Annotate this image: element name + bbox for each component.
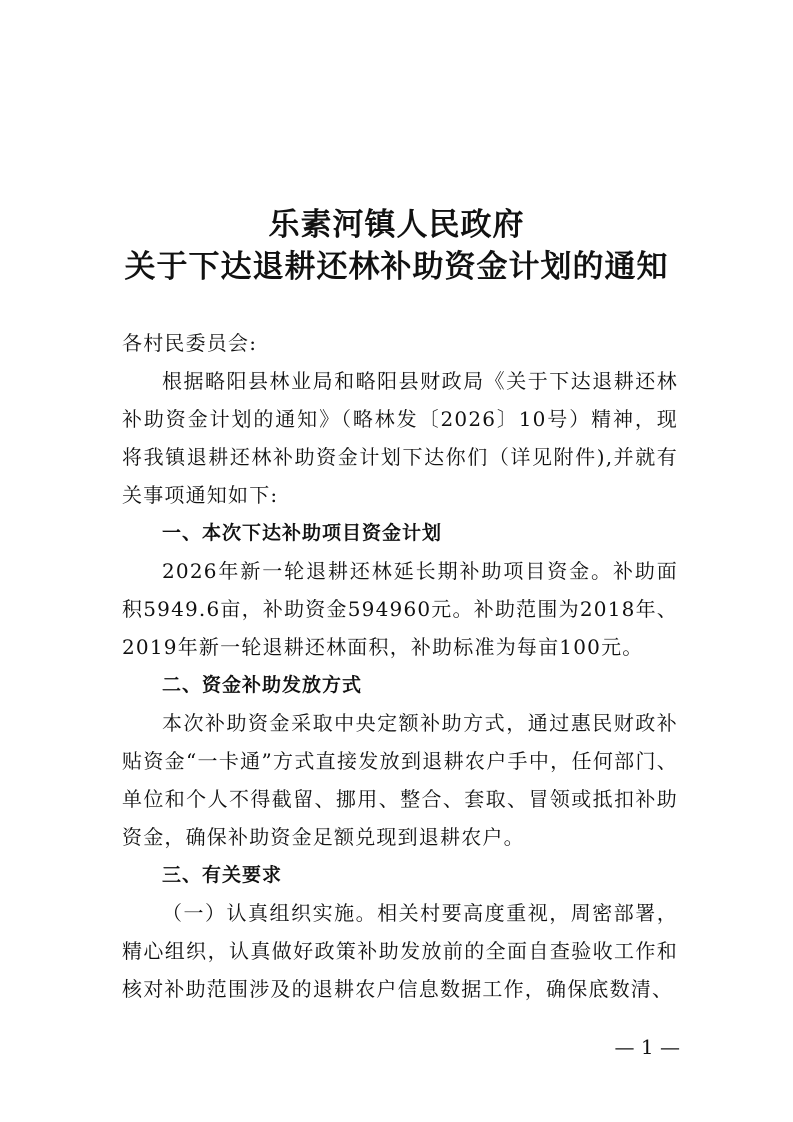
section-heading: 三、有关要求 [162, 864, 283, 886]
section-heading: 一、本次下达补助项目资金计划 [162, 522, 443, 544]
salutation: 各村民委员会: [122, 331, 258, 355]
section-paragraph: （一）认真组织实施。相关村要高度重视，周密部署，精心组织，认真做好政策补助发放前的全面自查验收工作和核对补助范围涉及的退耕农户信息数据工作，确保底数清、 [122, 901, 678, 1001]
document-title-line-1: 乐素河镇人民政府 [268, 207, 525, 243]
section-heading: 二、资金补助发放方式 [162, 674, 363, 696]
section-paragraph: 本次补助资金采取中央定额补助方式，通过惠民财政补贴资金“一卡通”方式直接发放到退耕农户手中，任何部门、单位和个人不得截留、挪用、整合、套取、冒领或抵扣补助资金，确保补助资金足额兑现到退耕农户。 [122, 711, 678, 849]
section-1 [122, 514, 678, 666]
document-title-line-2: 关于下达退耕还林补助资金计划的通知 [124, 249, 669, 285]
section-3 [122, 856, 678, 1008]
page-number: — 1 — [614, 1035, 680, 1059]
section-2 [122, 666, 678, 856]
section-paragraph: 2026年新一轮退耕还林延长期补助项目资金。补助面积5949.6亩，补助资金594960元。补助范围为2018年、2019年新一轮退耕还林面积，补助标准为每亩100元。 [122, 559, 678, 659]
document-body [122, 324, 678, 1008]
intro-paragraph: 根据略阳县林业局和略阳县财政局《关于下达退耕还林补助资金计划的通知》（略林发〔2026〕10号）精神，现将我镇退耕还林补助资金计划下达你们（详见附件),并就有关事项通知如下: [122, 369, 678, 507]
